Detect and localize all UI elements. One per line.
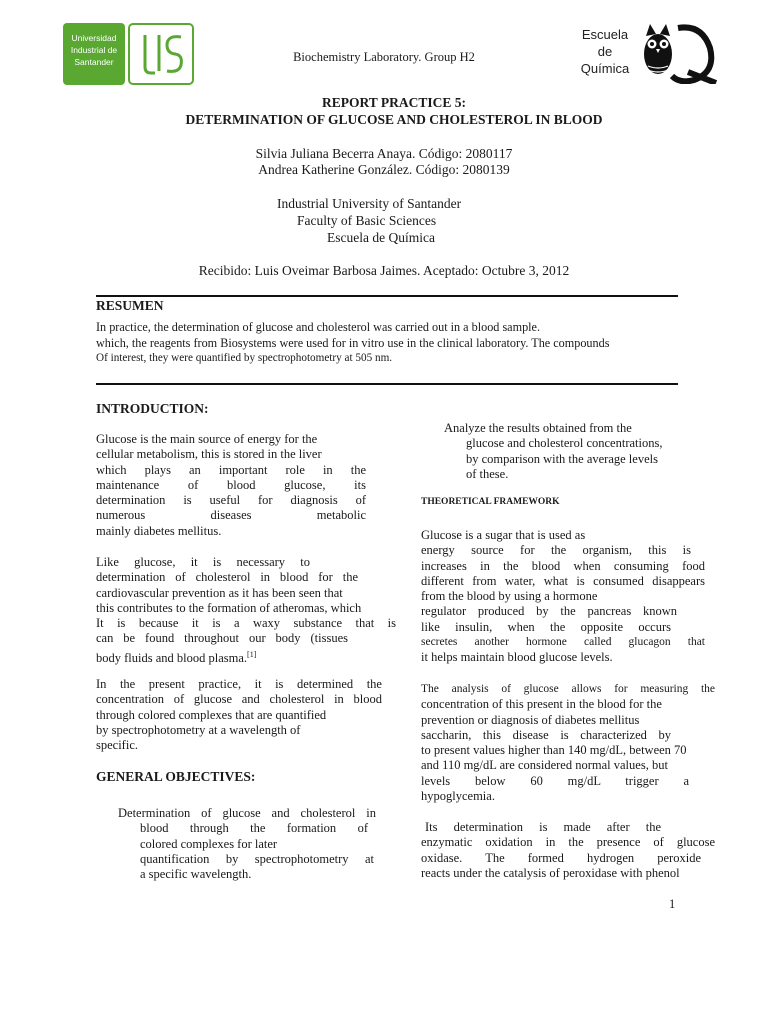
intro-p3-line: by spectrophotometry at a wavelength of xyxy=(96,722,301,737)
intro-p2-line: It is because it is a waxy substance that is xyxy=(96,616,396,631)
citation-ref: [1] xyxy=(247,649,257,659)
objective-line: blood through the formation of xyxy=(140,821,368,836)
intro-paragraph-3 xyxy=(96,677,382,753)
analyze-objective-item xyxy=(444,421,692,482)
intro-p2-line: cardiovascular prevention as it has been seen that xyxy=(96,585,343,600)
intro-p2-line: body fluids and blood plasma. xyxy=(96,650,248,665)
logo-line-3: Santander xyxy=(74,57,114,67)
page-number: 1 xyxy=(669,897,676,911)
tf-p3-line: Its determination is made after the xyxy=(425,820,661,834)
affiliation-school: Escuela de Química xyxy=(327,230,435,245)
school-logo-line-2: de xyxy=(597,44,613,59)
objective-line: a specific wavelength. xyxy=(140,867,252,882)
tf-p3-line: oxidase. The formed hydrogen peroxide xyxy=(421,850,701,865)
tf-p1-line: from the blood by using a hormone xyxy=(421,589,598,604)
school-logo-line-3: Química xyxy=(580,61,630,76)
theoretical-framework-heading: THEORETICAL FRAMEWORK xyxy=(421,497,560,507)
tf-p3-line: reacts under the catalysis of peroxidase with phenol xyxy=(421,865,680,880)
tf-p1-line: secretes another hormone called glucagon that xyxy=(421,636,705,649)
owl-q-icon xyxy=(638,20,718,84)
tf-p1-line: energy source for the organism, this is xyxy=(421,543,691,558)
resumen-bottom-rule xyxy=(96,383,678,385)
received-accepted-line: Recibido: Luis Oveimar Barbosa Jaimes. Aceptado: Octubre 3, 2012 xyxy=(198,263,570,278)
author-2: Andrea Katherine González. Código: 2080139 xyxy=(258,162,510,177)
intro-p1-line: maintenance of blood glucose, its xyxy=(96,477,366,492)
intro-p2-line: can be found throughout our body (tissues xyxy=(96,631,348,646)
intro-p1-line: cellular metabolism, this is stored in the liver xyxy=(96,447,322,462)
intro-p1-line: which plays an important role in the xyxy=(96,462,366,477)
tf-p1-line: like insulin, when the opposite occurs xyxy=(421,619,671,634)
intro-p2-line: determination of cholesterol in blood for the xyxy=(96,570,358,585)
school-logo-line-1: Escuela xyxy=(581,27,629,42)
author-1: Silvia Juliana Becerra Anaya. Código: 2080117 xyxy=(255,146,513,161)
tf-p2-line: The analysis of glucose allows for measuring the xyxy=(421,683,715,695)
resumen-heading: RESUMEN xyxy=(96,298,164,313)
tf-p2-line: hypoglycemia. xyxy=(421,789,495,804)
tf-p1-line: increases in the blood when consuming food xyxy=(421,558,705,573)
introduction-heading: INTRODUCTION: xyxy=(96,401,209,416)
report-title-line-1: REPORT PRACTICE 5: xyxy=(321,95,467,110)
tf-p2-line: to present values higher than 140 mg/dL, between 70 xyxy=(421,743,687,758)
tf-p2-line: concentration of this present in the blood for the xyxy=(421,697,662,712)
intro-p3-line: In the present practice, it is determined the xyxy=(96,677,382,691)
objective-line xyxy=(118,806,376,821)
logo-line-1: Universidad xyxy=(71,33,117,43)
analyze-line: of these. xyxy=(466,466,509,481)
objective-text: Determination of glucose and cholesterol in xyxy=(118,806,376,820)
tf-p2-line: saccharin, this disease is characterized by xyxy=(421,727,671,742)
intro-p1-line: Glucose is the main source of energy for the xyxy=(96,432,318,446)
affiliation-university: Industrial University of Santander xyxy=(277,196,462,211)
affiliation-faculty: Faculty of Basic Sciences xyxy=(297,213,437,228)
analyze-text: Analyze the results obtained from the xyxy=(444,421,632,435)
intro-p2-line: Like glucose, it is necessary to xyxy=(96,555,310,569)
tf-p1-line: regulator produced by the pancreas known xyxy=(421,604,677,619)
general-objectives-heading: GENERAL OBJECTIVES: xyxy=(96,769,256,784)
tf-p2-line: levels below 60 mg/dL trigger a xyxy=(421,773,689,788)
intro-paragraph-1 xyxy=(96,432,366,539)
resumen-top-rule xyxy=(96,295,678,297)
objective-item xyxy=(118,806,376,882)
objective-line: quantification by spectrophotometry at xyxy=(140,851,374,866)
school-logo xyxy=(576,20,718,84)
resumen-line-2: which, the reagents from Biosystems were used for in vitro use in the clinical laboratory. The compounds xyxy=(96,336,610,350)
analyze-line xyxy=(444,421,692,436)
intro-p2-last-line xyxy=(96,647,396,666)
analyze-line: by comparison with the average levels xyxy=(466,451,658,466)
tf-p1-line: it helps maintain blood glucose levels. xyxy=(421,650,613,665)
tf-paragraph-1 xyxy=(421,528,705,666)
tf-p1-line: different from water, what is consumed disappears xyxy=(421,573,705,588)
tf-p2-line: and 110 mg/dL are considered normal values, but xyxy=(421,758,668,773)
resumen-line-1: In practice, the determination of glucose and cholesterol was carried out in a blood sample. xyxy=(96,320,541,334)
analyze-line: glucose and cholesterol concentrations, xyxy=(466,436,663,451)
tf-paragraph-3 xyxy=(421,820,715,881)
intro-p1-line: mainly diabetes mellitus. xyxy=(96,523,222,538)
course-header: Biochemistry Laboratory. Group H2 xyxy=(293,50,475,64)
objective-line: colored complexes for later xyxy=(140,836,278,851)
intro-p1-line: numerous diseases metabolic xyxy=(96,508,366,523)
tf-p3-line: enzymatic oxidation in the presence of glucose xyxy=(421,835,715,850)
intro-p1-line: determination is useful for diagnosis of xyxy=(96,493,366,508)
tf-paragraph-2 xyxy=(421,682,715,804)
logo-line-2: Industrial de xyxy=(70,45,118,55)
intro-p3-line: specific. xyxy=(96,738,138,753)
intro-p2-line: this contributes to the formation of atheromas, which xyxy=(96,600,362,615)
intro-p3-line: concentration of glucose and cholesterol in blood xyxy=(96,692,382,707)
intro-p3-line: through colored complexes that are quantified xyxy=(96,707,327,722)
tf-p2-line: prevention or diagnosis of diabetes mellitus xyxy=(421,712,640,727)
resumen-line-3: Of interest, they were quantified by spectrophotometry at 505 nm. xyxy=(96,352,393,364)
tf-p1-line: Glucose is a sugar that is used as xyxy=(421,528,586,542)
intro-paragraph-2 xyxy=(96,555,396,666)
report-title-line-2: DETERMINATION OF GLUCOSE AND CHOLESTEROL IN BLOOD xyxy=(185,112,603,127)
